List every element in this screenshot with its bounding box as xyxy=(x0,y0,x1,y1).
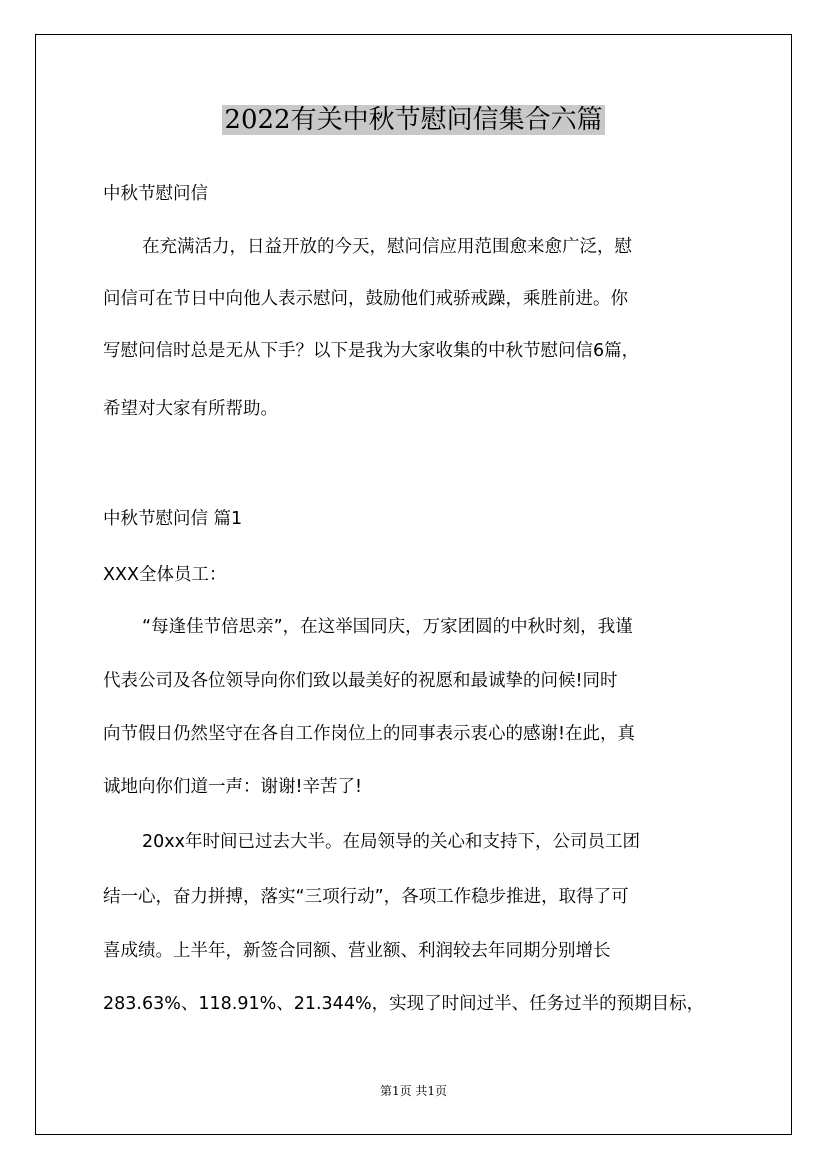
paragraph-line: 向节假日仍然坚守在各自工作岗位上的同事表示衷心的感谢!在此，真 xyxy=(103,724,636,744)
article-heading: 中秋节慰问信 篇1 xyxy=(103,509,243,529)
paragraph-line: 诚地向你们道一声：谢谢!辛苦了! xyxy=(103,777,363,797)
intro-line: 希望对大家有所帮助。 xyxy=(103,399,278,419)
paragraph-line: 20xx年时间已过去大半。在局领导的关心和支持下，公司员工团 xyxy=(142,832,640,852)
paragraph-line: “每逢佳节倍思亲”，在这举国同庆，万家团圆的中秋时刻，我谨 xyxy=(142,617,633,637)
paragraph-line: 283.63%、118.91%、21.344%，实现了时间过半、任务过半的预期目标， xyxy=(103,994,705,1014)
section-heading: 中秋节慰问信 xyxy=(103,184,208,204)
intro-line: 在充满活力，日益开放的今天，慰问信应用范围愈来愈广泛，慰 xyxy=(142,237,632,257)
document-title-text: 2022有关中秋节慰问信集合六篇 xyxy=(224,105,603,135)
paragraph-line: 代表公司及各位领导向你们致以最美好的祝愿和最诚挚的问候!同时 xyxy=(103,671,618,691)
paragraph-line: 结一心，奋力拼搏，落实“三项行动”，各项工作稳步推进，取得了可 xyxy=(103,887,629,907)
intro-line: 写慰问信时总是无从下手？以下是我为大家收集的中秋节慰问信6篇， xyxy=(103,341,640,361)
page-footer: 第1页 共1页 xyxy=(379,1084,448,1098)
salutation: XXX全体员工： xyxy=(103,565,227,585)
intro-line: 问信可在节日中向他人表示慰问，鼓励他们戒骄戒躁，乘胜前进。你 xyxy=(103,289,628,309)
document-title xyxy=(0,100,827,140)
paragraph-line: 喜成绩。上半年，新签合同额、营业额、利润较去年同期分别增长 xyxy=(103,941,611,961)
